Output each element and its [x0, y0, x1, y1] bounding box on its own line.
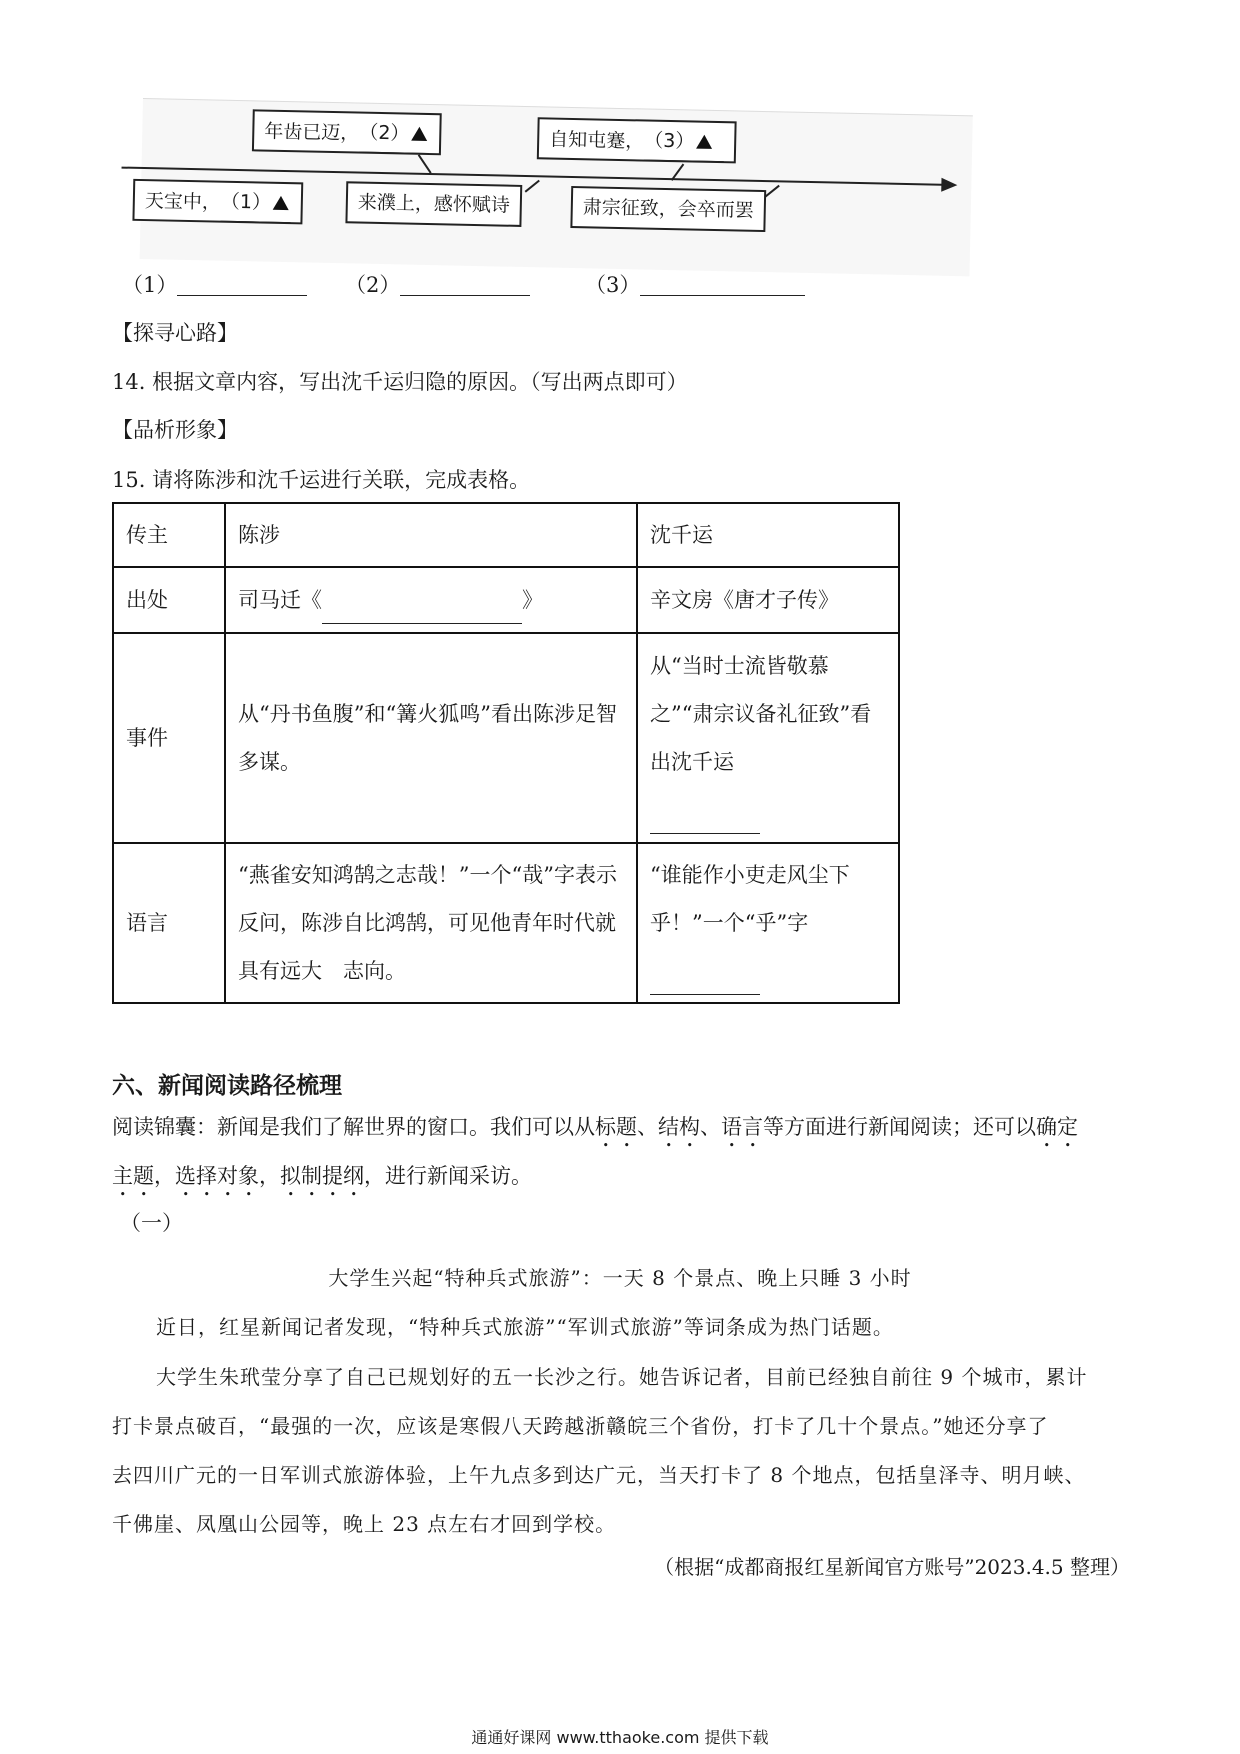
timeline-box-5: 肃宗征致，会卒而罢 — [570, 186, 766, 232]
connector-line — [765, 185, 780, 198]
section-heading-pinxi: 【品析形象】 — [112, 418, 238, 442]
table-cell: 出处 — [113, 567, 225, 633]
connector-line — [525, 180, 540, 193]
table-cell: 辛文房《唐才子传》 — [637, 567, 899, 633]
answer-1: （1） — [122, 275, 307, 296]
timeline-figure — [140, 98, 973, 276]
table-cell: 事件 — [113, 633, 225, 843]
section-heading-tanxun: 【探寻心路】 — [112, 321, 238, 345]
table-cell: 沈千运 — [637, 503, 899, 567]
reading-tip-line-1: 阅读锦囊：新闻是我们了解世界的窗口。我们可以从标题、结构、语言等方面进行新闻阅读；还可以确定 — [112, 1115, 1078, 1139]
table-cell: 司马迁《 》 — [225, 567, 637, 633]
footer: 通通好课网 www.tthaoke.com 提供下载 — [471, 1728, 769, 1747]
question-14: 14. 根据文章内容，写出沈千运归隐的原因。（写出两点即可） — [112, 370, 688, 394]
table-cell: “燕雀安知鸿鹄之志哉！”一个“哉”字表示反问，陈涉自比鸿鹄，可见他青年时代就具有远大 志向。 — [225, 843, 637, 1003]
news-paragraph: 近日，红星新闻记者发现，“特种兵式旅游”“军训式旅游”等词条成为热门话题。 — [156, 1315, 894, 1339]
news-paragraph: 打卡景点破百，“最强的一次，应该是寒假八天跨越浙赣皖三个省份，打卡了几十个景点。”她还分享了 — [112, 1414, 1049, 1438]
triangle-icon — [411, 127, 427, 141]
news-headline: 大学生兴起“特种兵式旅游”：一天 8 个景点、晚上只睡 3 小时 — [328, 1266, 912, 1290]
triangle-icon — [273, 196, 289, 210]
table-cell: 传主 — [113, 503, 225, 567]
reading-tip-line-2: 主题，选择对象，拟制提纲，进行新闻采访。 — [112, 1164, 532, 1188]
connector-line — [418, 154, 432, 173]
timeline-box-1: 天宝中，（1） — [132, 179, 303, 225]
table-row — [113, 503, 899, 567]
triangle-icon — [696, 135, 712, 149]
table-cell: 陈涉 — [225, 503, 637, 567]
table-row — [113, 633, 899, 843]
timeline-box-3: 自知屯蹇，（3） — [537, 117, 737, 163]
part-label: （一） — [120, 1211, 183, 1235]
answer-3: （3） — [585, 275, 805, 296]
news-source: （根据“成都商报红星新闻官方账号”2023.4.5 整理） — [654, 1555, 1130, 1579]
timeline-box-4: 来濮上，感怀赋诗 — [345, 181, 522, 227]
table-cell: 从“当时士流皆敬慕之”“肃宗议备礼征致”看出沈千运 — [637, 633, 899, 843]
section-6-title: 六、新闻阅读路径梳理 — [112, 1073, 342, 1099]
question-15: 15. 请将陈涉和沈千运进行关联，完成表格。 — [112, 468, 531, 492]
news-paragraph: 千佛崖、凤凰山公园等，晚上 23 点左右才回到学校。 — [112, 1512, 617, 1536]
news-paragraph: 大学生朱玳莹分享了自己已规划好的五一长沙之行。她告诉记者，目前已经独自前往 9 个城市，累计 — [156, 1365, 1088, 1389]
table-cell: 从“丹书鱼腹”和“篝火狐鸣”看出陈涉足智多谋。 — [225, 633, 637, 843]
table-row — [113, 843, 899, 1003]
arrow-head-icon — [941, 178, 957, 192]
comparison-table — [112, 502, 900, 1004]
table-cell: “谁能作小吏走风尘下乎！”一个“乎”字 — [637, 843, 899, 1003]
table-cell: 语言 — [113, 843, 225, 1003]
table-row — [113, 567, 899, 633]
timeline-box-2: 年齿已迈，（2） — [252, 109, 442, 155]
news-paragraph: 去四川广元的一日军训式旅游体验，上午九点多到达广元，当天打卡了 8 个地点，包括皇泽寺、明月峡、 — [112, 1463, 1086, 1487]
answer-2: （2） — [345, 275, 530, 296]
